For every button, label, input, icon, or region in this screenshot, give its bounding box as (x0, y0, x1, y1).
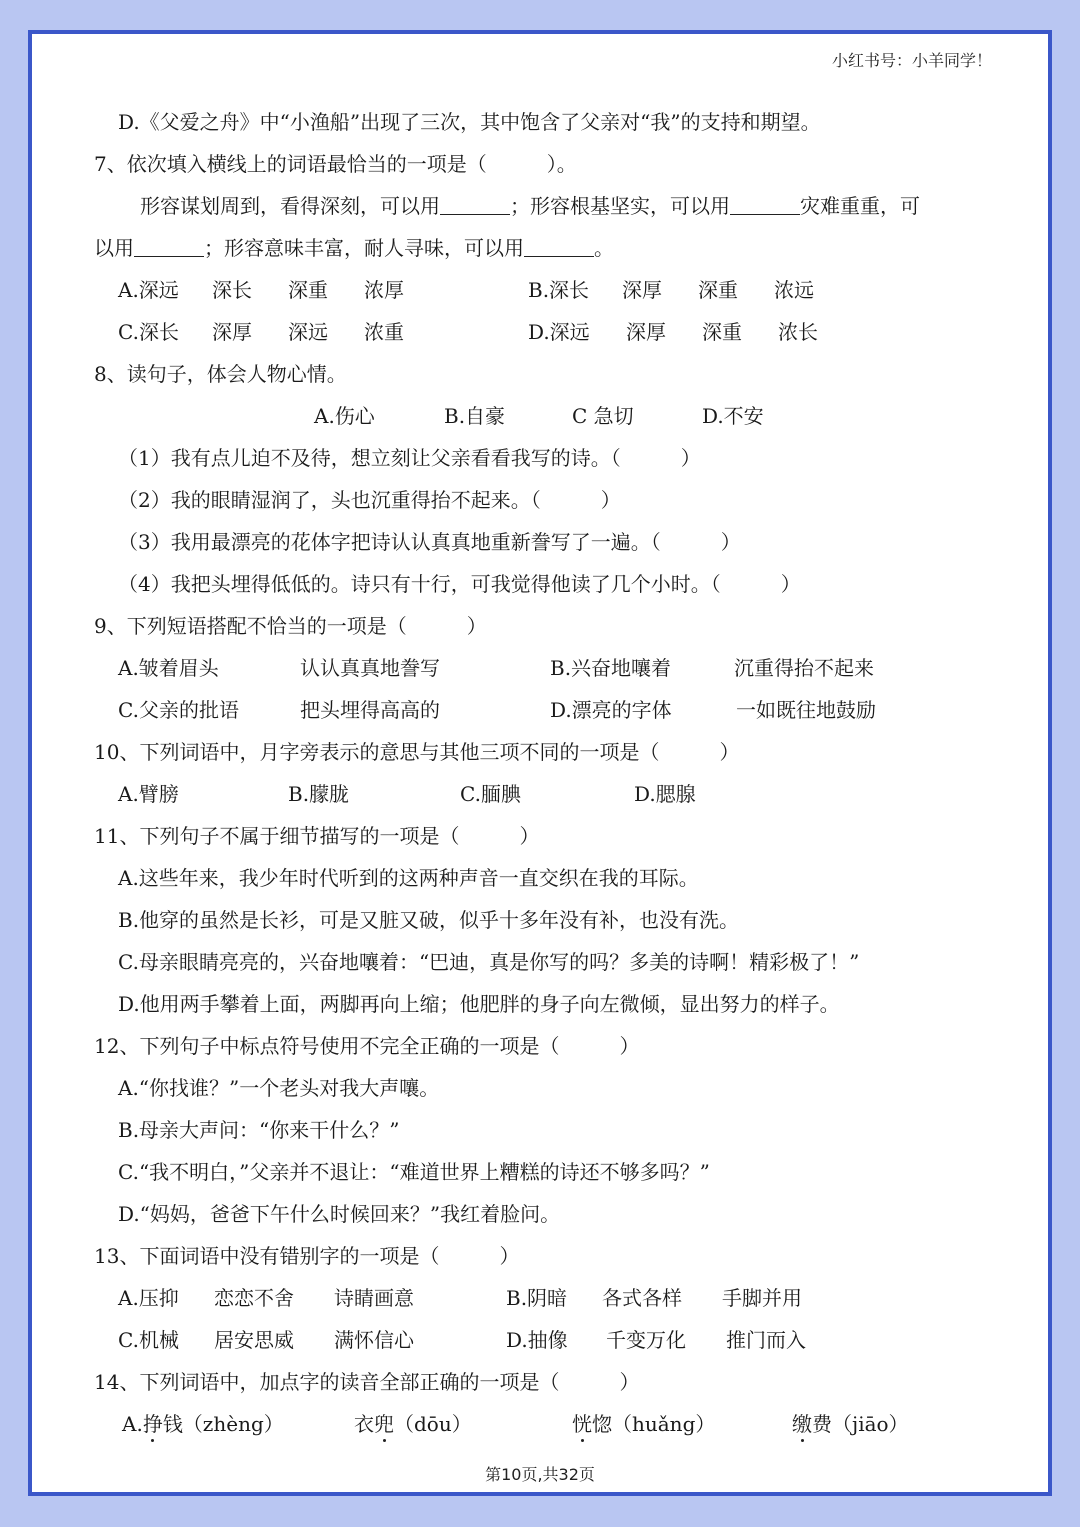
q14-option-b[interactable]: 衣兜（dōu） (354, 1412, 472, 1436)
q14-option-c[interactable]: 恍惚（huǎng） (572, 1412, 716, 1436)
q6-option-d: D.《父爱之舟》中“小渔船”出现了三次，其中饱含了父亲对“我”的支持和期望。 (118, 110, 821, 134)
q12-option-b[interactable]: B.母亲大声问：“你来干什么？” (118, 1118, 400, 1142)
q8-option-a[interactable]: A.伤心 (314, 404, 375, 428)
q12-option-c[interactable]: C.“我不明白，”父亲并不退让：“难道世界上糟糕的诗还不够多吗？” (118, 1160, 710, 1184)
q12-option-d[interactable]: D.“妈妈，爸爸下午什么时候回来？”我红着脸问。 (118, 1202, 561, 1226)
q8-sentence-4: （4）我把头埋得低低的。诗只有十行，可我觉得他读了几个小时。（ ） (118, 572, 801, 596)
q11-stem: 11、下列句子不属于细节描写的一项是（ ） (94, 824, 540, 848)
q11-option-d[interactable]: D.他用两手攀着上面，两脚再向上缩；他肥胖的身子向左微倾，显出努力的样子。 (118, 992, 840, 1016)
q8-stem: 8、读句子，体会人物心情。 (94, 362, 347, 386)
q11-option-b[interactable]: B.他穿的虽然是长衫，可是又脏又破，似乎十多年没有补，也没有洗。 (118, 908, 740, 932)
q10-option-c[interactable]: C.腼腆 (460, 782, 521, 806)
q8-sentence-3: （3）我用最漂亮的花体字把诗认认真真地重新誊写了一遍。（ ） (118, 530, 741, 554)
q10-option-d[interactable]: D.腮腺 (634, 782, 696, 806)
q11-option-a[interactable]: A.这些年来，我少年时代听到的这两种声音一直交织在我的耳际。 (118, 866, 699, 890)
q8-sentence-1: （1）我有点儿迫不及待，想立刻让父亲看看我写的诗。（ ） (118, 446, 701, 470)
page-number: 第10页,共32页 (485, 1465, 595, 1484)
q12-option-a[interactable]: A.“你找谁？”一个老头对我大声嚷。 (118, 1076, 440, 1100)
q14-stem: 14、下列词语中，加点字的读音全部正确的一项是（ ） (94, 1370, 640, 1394)
q12-stem: 12、下列句子中标点符号使用不完全正确的一项是（ ） (94, 1034, 640, 1058)
watermark: 小红书号：小羊同学！ (831, 51, 992, 70)
q8-option-b[interactable]: B.自豪 (444, 404, 506, 428)
q8-option-d[interactable]: D.不安 (702, 404, 764, 428)
q10-option-a[interactable]: A.臂膀 (118, 782, 179, 806)
q14-option-d[interactable]: 缴费（jiāo） (792, 1412, 909, 1436)
q10-option-b[interactable]: B.朦胧 (288, 782, 350, 806)
q11-option-c[interactable]: C.母亲眼睛亮亮的，兴奋地嚷着：“巴迪，真是你写的吗？多美的诗啊！精彩极了！” (118, 950, 860, 974)
q9-stem: 9、下列短语搭配不恰当的一项是（ ） (94, 614, 487, 638)
q13-stem: 13、下面词语中没有错别字的一项是（ ） (94, 1244, 520, 1268)
q10-stem: 10、下列词语中，月字旁表示的意思与其他三项不同的一项是（ ） (94, 740, 740, 764)
q8-sentence-2: （2）我的眼睛湿润了，头也沉重得抬不起来。（ ） (118, 488, 621, 512)
q14-option-a[interactable]: A.挣钱（zhèng） (122, 1412, 284, 1436)
q8-option-c[interactable]: C 急切 (572, 404, 634, 428)
q7-stem: 7、依次填入横线上的词语最恰当的一项是（ ）。 (94, 152, 577, 176)
q7-text-line1: 形容谋划周到，看得深刻，可以用 ；形容根基坚实，可以用 灾难重重，可 (140, 194, 920, 218)
q7-text-line2: 以用 ；形容意味丰富，耐人寻味，可以用 。 (94, 236, 614, 260)
page-frame: 小红书号：小羊同学！ D.《父爱之舟》中“小渔船”出现了三次，其中饱含了父亲对“我”的支持和期望。 7、依次填入横线上的词语最恰当的一项是（ ）。 形容谋划周到，看得深刻，可以用 ；形容根基坚实，可以用 灾难重重，可 以用 ；形容意味丰富，耐人寻味，可以用 。 A.深远 深长 深重 浓厚 B.深长 深厚 深重 浓远 C.深长 深厚 深远 浓重 D.深远 深厚 深重 浓长 8、读句子，体会人物心情。 A.伤心 B.自豪 C 急切 D.不安 （1）我有点儿迫不及待，想立刻让父亲看看我写的诗。（ ） （2）我的眼睛湿润了，头也沉重得抬不起来。（ ） （3）我用最漂亮的花体字把诗认认真真地重新誊写了一遍。（ ） （4）我把头埋得低低的。诗只有十行，可我觉得他读了几个小时。（ ） 9、下列短语搭配不恰当的一项是（ ） A.皱着眉头 认认真真地誊写 B.兴奋地嚷着 沉重得抬不起来 C.父亲的批语 把头埋得高高的 D.漂亮的字体 一如既往地鼓励 10、下列词语中，月字旁表示的意思与其他三项不同的一项是（ ） A.臂膀 B.朦胧 C.腼腆 D.腮腺 11、下列句子不属于细节描写的一项是（ ） A.这些年来，我少年时代听到的这两种声音一直交织在我的耳际。 B.他穿的虽然是长衫，可是又脏又破，似乎十多年没有补，也没有洗。 C.母亲眼睛亮亮的，兴奋地嚷着：“巴迪，真是你写的吗？多美的诗啊！精彩极了！” D.他用两手攀着上面，两脚再向上缩；他肥胖的身子向左微倾，显出努力的样子。 12、下列句子中标点符号使用不完全正确的一项是（ ） A.“你找谁？”一个老头对我大声嚷。 B.母亲大声问：“你来干什么？” C.“我不明白，”父亲并不退让：“难道世界上糟糕的诗还不够多吗？” D.“妈妈，爸爸下午什么时候回来？”我红着脸问。 13、下面词语中没有错别字的一项是（ ） A.压抑 恋恋不舍 诗睛画意 B.阴暗 各式各样 手脚并用 C.机械 居安思威 满怀信心 D.抽像 千变万化 推门而入 14、下列词语中，加点字的读音全部正确的一项是（ ） A.挣钱（zhèng） 衣兜（dōu） 恍惚（huǎng） 缴费（jiāo） 第10页,共32页 (28, 30, 1052, 1496)
